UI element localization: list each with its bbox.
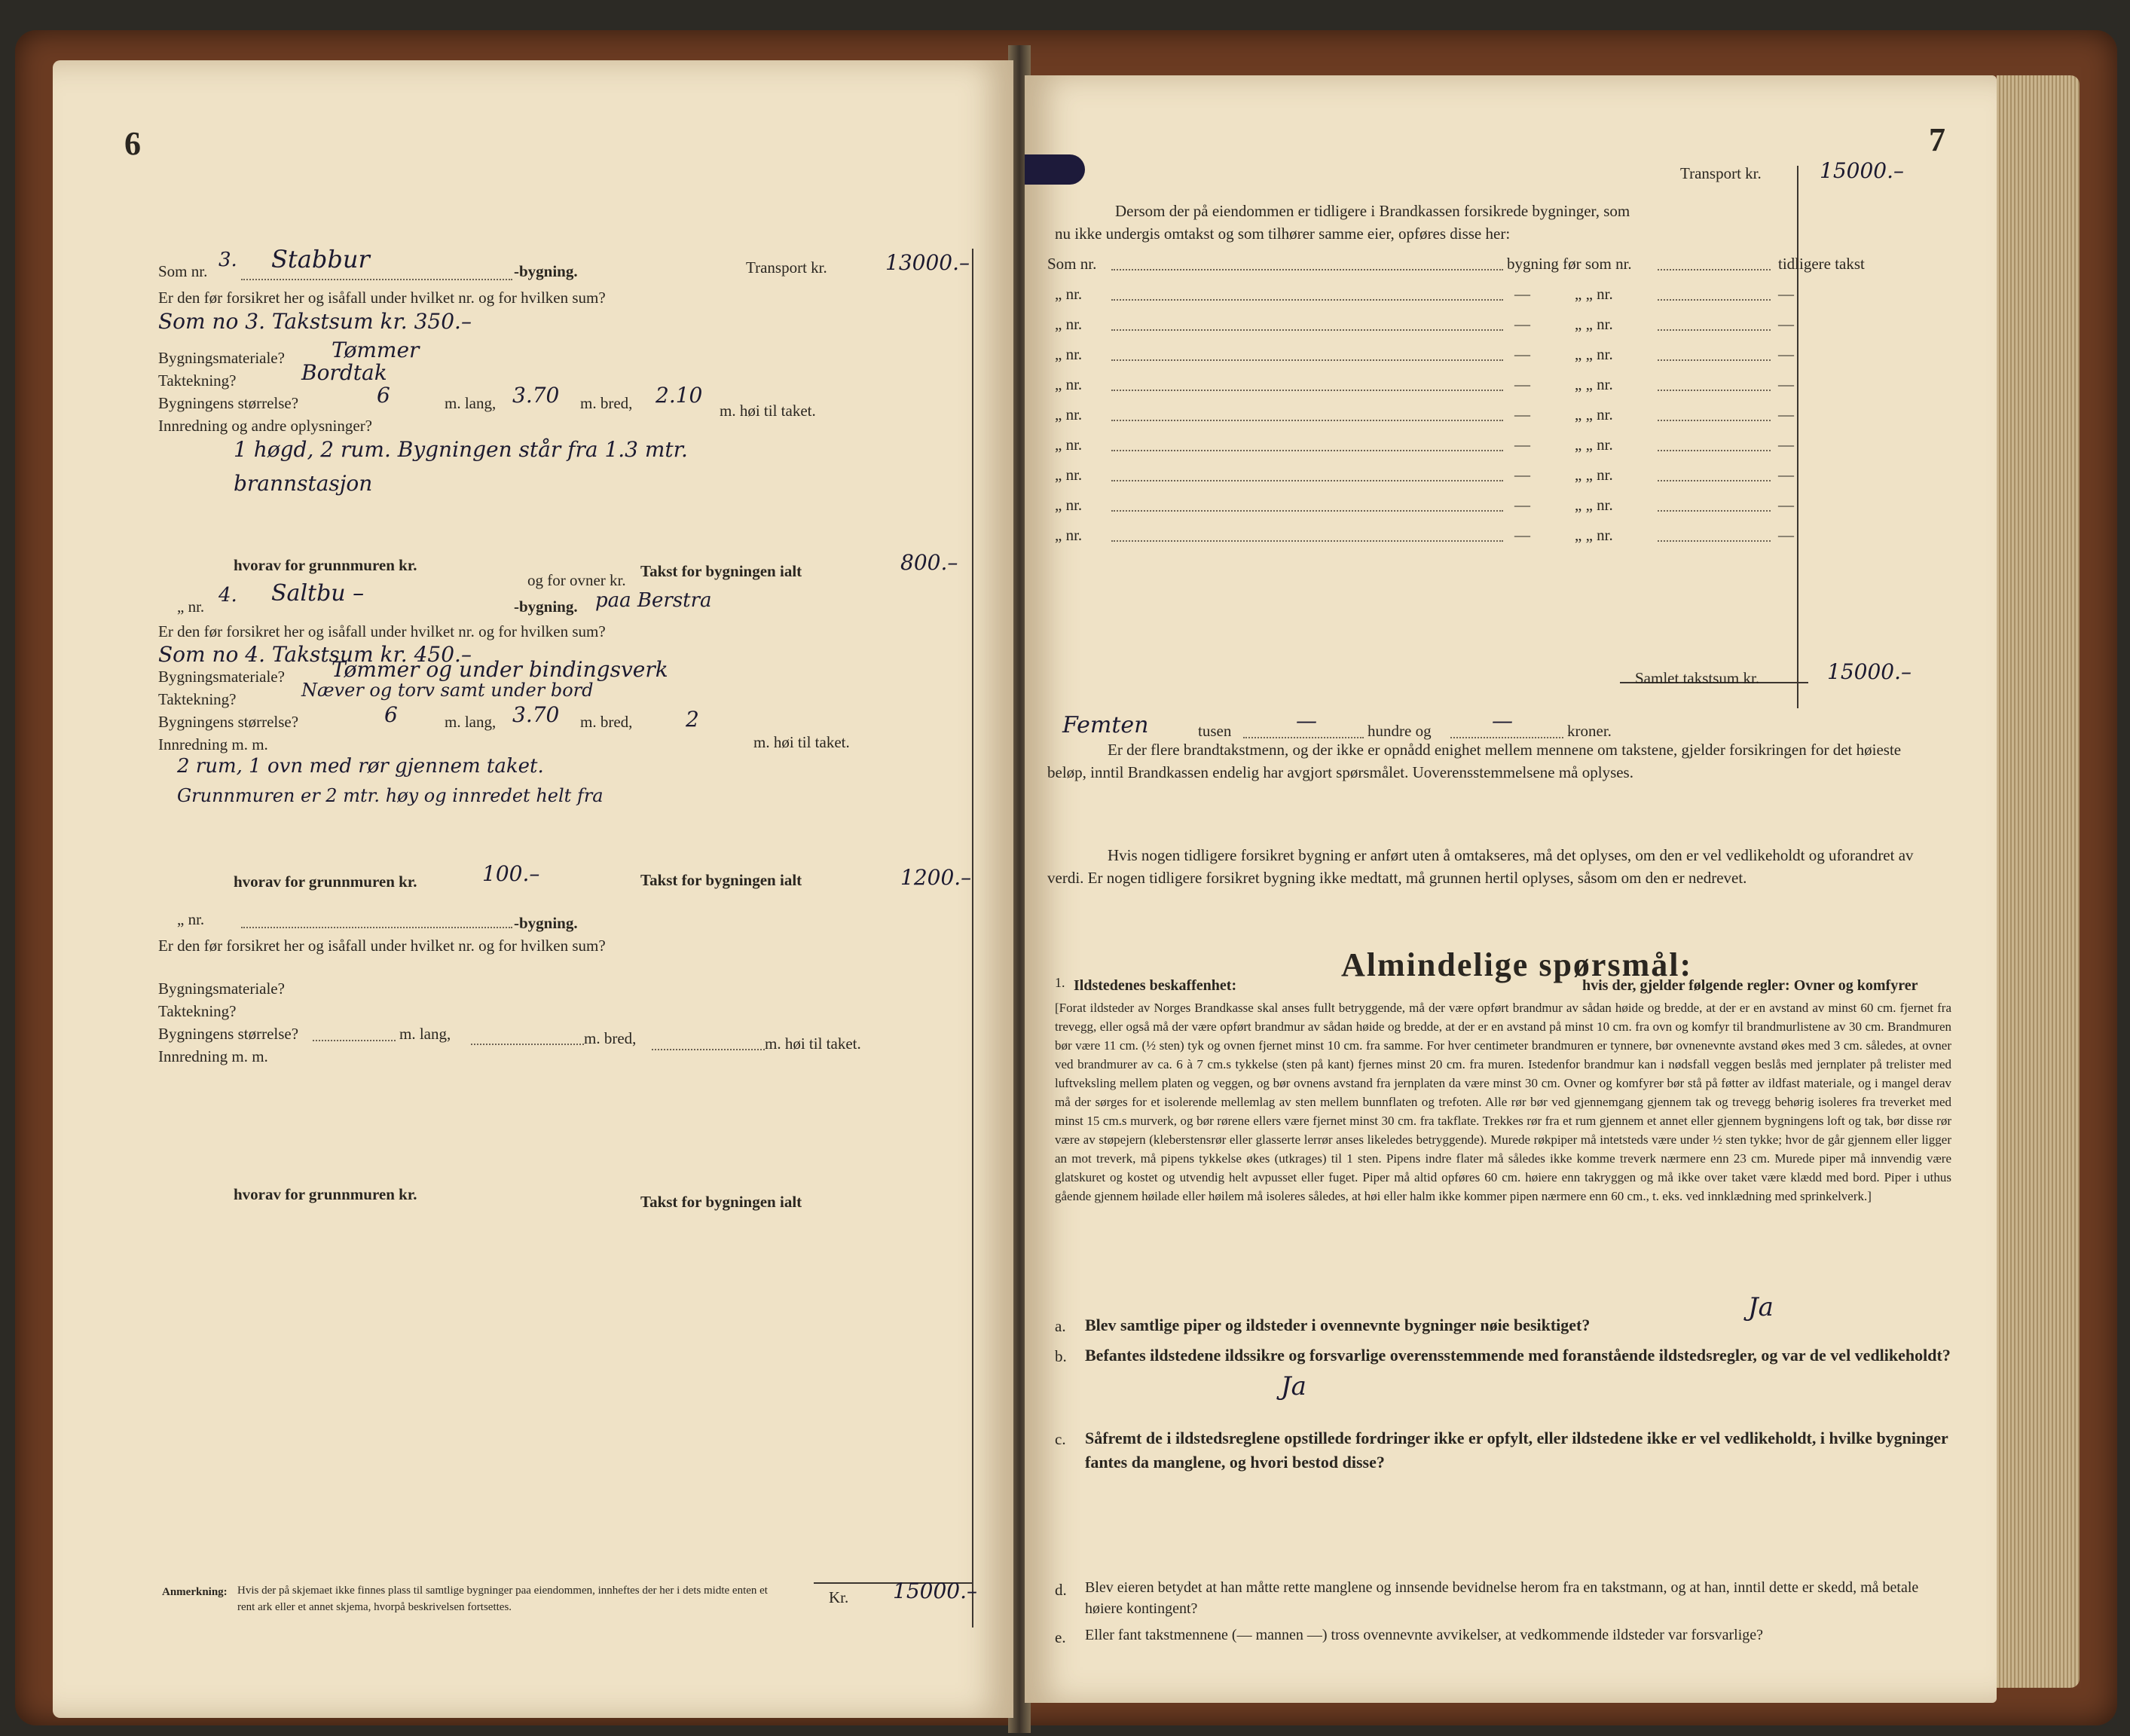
left-page [53, 60, 1013, 1718]
paragraph-1: Er der flere brandtakstmenn, og der ikke er opnådd enighet mellem mennene om takstene, gjelder forsikringen for det høieste beløp, inntil Brandkassen endelig har avgjort spørsmålet. Uoverensstemmelsene må oplyses. [1047, 741, 1902, 781]
interior-line-1: 2 rum, 1 ovn med rør gjennem taket. [177, 755, 544, 778]
prior-question: Er den før forsikret her og isåfall under hvilket nr. og for hvilken sum? [158, 289, 606, 307]
length-value: 6 [384, 702, 398, 727]
question-e: Eller fant takstmennene (— mannen —) tross ovennevnte avvikelser, at vedkommende ildsteder var forsvarlige? [1085, 1627, 1763, 1643]
interior-label: Innredning m. m. [158, 735, 268, 753]
interior-line-1: 1 høgd, 2 rum. Bygningen står fra 1.3 mtr. [234, 437, 688, 462]
bygning-for-label: bygning før som nr. [1507, 255, 1632, 273]
samlet-label: Samlet takstsum kr. [1635, 669, 1760, 687]
length-unit: m. lang, [445, 394, 497, 412]
row-label: „ nr. [1055, 526, 1083, 544]
entry-nr-value: 3. [219, 249, 237, 271]
valuation-value: 800.– [900, 550, 958, 575]
material-value: Tømmer [332, 338, 420, 362]
kroner-label: kroner. [1567, 722, 1612, 740]
column-rule [972, 249, 973, 1628]
question-b-label: b. [1055, 1347, 1067, 1365]
width-unit: m. bred, [580, 394, 633, 412]
row-quote: „ „ nr. [1575, 526, 1613, 544]
row-quote: „ „ nr. [1575, 466, 1613, 484]
material-label: Bygningsmateriale? [158, 668, 285, 686]
intro-line-2: nu ikke undergis omtakst og som tilhører samme eier, opføres disse her: [1055, 225, 1511, 243]
hundre-value: — [1296, 708, 1317, 733]
row-line [1111, 450, 1503, 451]
prior-question: Er den før forsikret her og isåfall under hvilket nr. og for hvilken sum? [158, 622, 606, 640]
row-label: „ nr. [1055, 345, 1083, 363]
row-line [1658, 390, 1771, 391]
material-label: Bygningsmateriale? [158, 980, 285, 998]
page-number: 7 [1929, 121, 1945, 158]
question-b: Befantes ildstedene ildssikre og forsvarlige overensstemmende med foranstående ildstedsregler, og var de vel vedlikeholdt? [1085, 1346, 1951, 1365]
entry-nr-label: Som nr. [158, 262, 208, 280]
row-line [1111, 269, 1503, 270]
right-page [1025, 75, 1997, 1703]
row-quote: „ „ nr. [1575, 496, 1613, 514]
row-label: „ nr. [1055, 405, 1083, 423]
width-value: 3.70 [512, 383, 560, 408]
prior-answer: Som no 3. Takstsum kr. 350.– [158, 309, 472, 334]
question-c-label: c. [1055, 1430, 1066, 1448]
interior-label: Innredning m. m. [158, 1047, 268, 1065]
entry-nr-label: „ nr. [177, 598, 205, 616]
height-unit: m. høi til taket. [753, 733, 850, 751]
roof-label: Taktekning? [158, 1002, 237, 1020]
row-line [1111, 299, 1503, 301]
row-line [1658, 450, 1771, 451]
foundation-label: hvorav for grunnmuren kr. [234, 873, 417, 891]
samlet-value: 15000.– [1827, 659, 1911, 684]
row-line [1111, 540, 1503, 542]
question-d-label: d. [1055, 1581, 1067, 1599]
roof-label: Taktekning? [158, 690, 237, 708]
interior-label: Innredning og andre oplysninger? [158, 417, 373, 435]
note-label: Anmerkning: [162, 1586, 228, 1598]
roof-value: Næver og torv samt under bord [301, 680, 594, 701]
height-value: 2 [686, 707, 699, 732]
row-quote: „ „ nr. [1575, 315, 1613, 333]
row-dash: — [1778, 436, 1794, 454]
valuation-label: Takst for bygningen ialt [640, 1193, 802, 1211]
bygning-label: -bygning. [514, 262, 578, 280]
transport-value: 13000.– [885, 250, 970, 275]
hundre-og-label: hundre og [1368, 722, 1432, 740]
valuation-label: Takst for bygningen ialt [640, 562, 802, 580]
material-label: Bygningsmateriale? [158, 349, 285, 367]
row-quote: „ „ nr. [1575, 375, 1613, 393]
row-dash: — [1778, 466, 1794, 484]
bygning-label: -bygning. [514, 914, 578, 932]
foundation-label: hvorav for grunnmuren kr. [234, 1185, 417, 1203]
width-unit: m. bred, [580, 713, 633, 731]
roof-label: Taktekning? [158, 371, 237, 390]
building-name: Saltbu – [271, 580, 365, 607]
row-label: „ nr. [1055, 285, 1083, 303]
note-text-1: Hvis der på skjemaet ikke finnes plass til samtlige bygninger paa eiendommen, innheftes der her i dets midte enten et [237, 1585, 768, 1597]
question-e-label: e. [1055, 1628, 1066, 1646]
row-dash: — [1514, 345, 1530, 363]
kroner-value: — [1492, 708, 1513, 733]
length-line [313, 1040, 396, 1041]
row-line [1111, 480, 1503, 481]
entry-nr-label: „ nr. [177, 910, 205, 928]
answer-b: Ja [1281, 1371, 1306, 1401]
row-label: „ nr. [1055, 466, 1083, 484]
transport-value: 15000.– [1820, 158, 1904, 183]
amount-words: Femten [1062, 712, 1149, 738]
row-dash: — [1778, 345, 1794, 363]
row-line [1658, 269, 1771, 270]
total-label: Kr. [829, 1588, 849, 1606]
transport-label: Transport kr. [1680, 164, 1762, 182]
tusen-label: tusen [1198, 722, 1232, 740]
row-dash: — [1514, 315, 1530, 333]
foundation-label: hvorav for grunnmuren kr. [234, 556, 417, 574]
tidligere-takst-label: tidligere takst [1778, 255, 1865, 273]
entry-line [241, 927, 512, 928]
row-label: Som nr. [1047, 255, 1097, 273]
row-dash: — [1514, 405, 1530, 423]
row-line [1658, 510, 1771, 512]
prior-question: Er den før forsikret her og isåfall under hvilket nr. og for hvilken sum? [158, 937, 606, 955]
height-line [652, 1049, 765, 1050]
question-a-label: a. [1055, 1317, 1066, 1335]
intro-line-1: Dersom der på eiendommen er tidligere i Brandkassen forsikrede bygninger, som [1115, 202, 1630, 220]
size-label: Bygningens størrelse? [158, 1025, 299, 1043]
paragraph-2: Hvis nogen tidligere forsikret bygning er anført uten å omtakseres, må det oplyses, om den er vel vedlikeholdt og uforandret av verdi. Er nogen tidligere forsikret bygning ikke medtatt, må grunnen hertil oplyses, såsom om den er nedrevet. [1047, 846, 1914, 887]
row-dash: — [1514, 285, 1530, 303]
section-1-title: Ildstedenes beskaffenhet: [1074, 977, 1237, 994]
row-line [1658, 329, 1771, 331]
foundation-value: 100.– [482, 861, 540, 886]
row-label: „ nr. [1055, 436, 1083, 454]
row-label: „ nr. [1055, 496, 1083, 514]
row-dash: — [1778, 526, 1794, 544]
page-edges [1997, 75, 2080, 1688]
width-value: 3.70 [512, 702, 560, 727]
length-value: 6 [377, 383, 390, 408]
width-unit: m. bred, [584, 1029, 637, 1047]
stoves-label: og for ovner kr. [527, 571, 626, 589]
question-c: Såfremt de i ildstedsreglene opstillede fordringer ikke er opfylt, eller ildstedene ikke er vel vedlikeholdt, i hvilke bygninger fantes da manglene, og hvori bestod disse? [1085, 1429, 1948, 1472]
row-dash: — [1778, 285, 1794, 303]
row-dash: — [1778, 405, 1794, 423]
row-line [1658, 480, 1771, 481]
row-label: „ nr. [1055, 375, 1083, 393]
question-a: Blev samtlige piper og ildsteder i ovennevnte bygninger nøie besiktiget? [1085, 1316, 1591, 1334]
row-dash: — [1514, 375, 1530, 393]
row-line [1658, 540, 1771, 542]
size-label: Bygningens størrelse? [158, 394, 299, 412]
row-quote: „ „ nr. [1575, 405, 1613, 423]
interior-line-2: brannstasjon [234, 471, 373, 496]
page-number: 6 [124, 125, 141, 162]
height-unit: m. høi til taket. [720, 402, 816, 420]
length-unit: m. lang, [445, 713, 497, 731]
row-line [1111, 329, 1503, 331]
ink-stamp [1025, 154, 1085, 185]
row-line [1111, 359, 1503, 361]
section-1-body: [Forat ildsteder av Norges Brandkasse skal anses fullt betryggende, må der være opført brandmur av sådan høide og bredde, at der er en avstand av minst 60 cm. fjernet fra trevegg, eller også må der være opført brandmur av sådan høide og bredde, at der er en avstand på minst 10 cm. fra ovn og komfyr til brandmurlistene av 30 cm. Brandmuren bør være 11 cm. (½ sten) tyk og ovnen fjernet minst 10 cm. fra samme. For hver centimeter brandmuren er tynnere, bør ovnenevnte avstand økes med 3 cm. således, at ovner ved brandmurer av ca. 6 à 7 cm.s tykkelse (sten på kant) fjernes minst 20 cm. fra muren. Istedenfor brandmur kan i nødsfall veggen beslås med jernplater på trelister med luftveksling mellem platen og veggen, og bør ovnens avstand fra jernplaten da være minst 30 cm. Ovner og komfyrer bør stå på føtter av ildfast materiale, og i mangel derav må der sørges for et isolerende mellemlag av sten mellem bunnflaten og trefoten. Alle rør bør ved gjennemgang gjennem tak og trevegg behørig isoleres fra treverket med minst 15 cm.s murverk, og bør rørene ellers være fjernet minst 30 cm. fra takflate. Trekkes rør fra et rum gjennem et annet eller gjennem bygningens loft og tak, bør disse rør være av støpejern (kleberstensrør eller glasserte lerrør anses likeledes betryggende). Murede røkpiper må intetsteds være under ½ sten tykke; hvor de går gjennem eller ligger an mot treverk, må pipens tykkelse økes (utkrages) til 1 sten. Pipens indre flater må således ikke komme treverk nærmere enn 23 cm. Murede piper må innvendig være glatskuret og kostet og utvendig helt avpusset eller fuget. Piper må altid opføres 60 cm. høiere enn takryggen og må ikke over taket være klædd med bord. Piper i uthus gående gjennem høilade eller høilem må isoleres således, at høi eller halm ikke kommer pipen nærmere enn 60 cm., t. eks. ved innklædning med sprinkelverk.] [1055, 1001, 1951, 1203]
row-line [1111, 510, 1503, 512]
entry-nr-value: 4. [219, 584, 237, 607]
section-1-number: 1. [1055, 975, 1065, 990]
row-dash: — [1778, 375, 1794, 393]
row-quote: „ „ nr. [1575, 436, 1613, 454]
row-line [1111, 420, 1503, 421]
bygning-label: -bygning. [514, 598, 578, 616]
row-dash: — [1778, 496, 1794, 514]
building-name: Stabbur [271, 245, 370, 274]
width-line [471, 1044, 584, 1045]
row-line [1658, 359, 1771, 361]
section-1-intro: hvis der, gjelder følgende regler: Ovner og komfyrer [1582, 977, 1918, 994]
question-d: Blev eieren betydet at han måtte rette manglene og innsende bevidnelse herom fra en takstmann, og at han, inntil dette er skedd, må betale høiere kontingent? [1085, 1579, 1919, 1617]
transport-label: Transport kr. [746, 258, 827, 277]
answer-a: Ja [1748, 1292, 1774, 1322]
interior-line-2: Grunnmuren er 2 mtr. høy og innredet helt fra [177, 785, 604, 806]
height-value: 2.10 [656, 383, 703, 408]
row-line [1111, 390, 1503, 391]
note-text-2: rent ark eller et annet skjema, hvorpå beskrivelsen fortsettes. [237, 1601, 512, 1613]
row-dash: — [1514, 466, 1530, 484]
height-unit: m. høi til taket. [765, 1035, 861, 1053]
row-line [1658, 299, 1771, 301]
material-value: Tømmer og under bindingsverk [332, 657, 668, 682]
row-quote: „ „ nr. [1575, 345, 1613, 363]
row-dash: — [1778, 315, 1794, 333]
length-unit: m. lang, [399, 1025, 451, 1043]
prior-answer: Som no 4. Takstsum kr. 450.– [158, 642, 472, 667]
row-label: „ nr. [1055, 315, 1083, 333]
size-label: Bygningens størrelse? [158, 713, 299, 731]
valuation-label: Takst for bygningen ialt [640, 871, 802, 889]
section-heading: Almindelige spørsmål: [1341, 946, 1693, 983]
entry-line [241, 279, 512, 280]
row-quote: „ „ nr. [1575, 285, 1613, 303]
roof-value: Bordtak [301, 360, 387, 385]
column-rule [1797, 166, 1798, 708]
row-line [1658, 420, 1771, 421]
location-note: paa Berstra [595, 589, 712, 612]
total-value: 15000.– [893, 1579, 977, 1603]
row-dash: — [1514, 436, 1530, 454]
valuation-value: 1200.– [900, 865, 972, 890]
row-dash: — [1514, 496, 1530, 514]
row-dash: — [1514, 526, 1530, 544]
